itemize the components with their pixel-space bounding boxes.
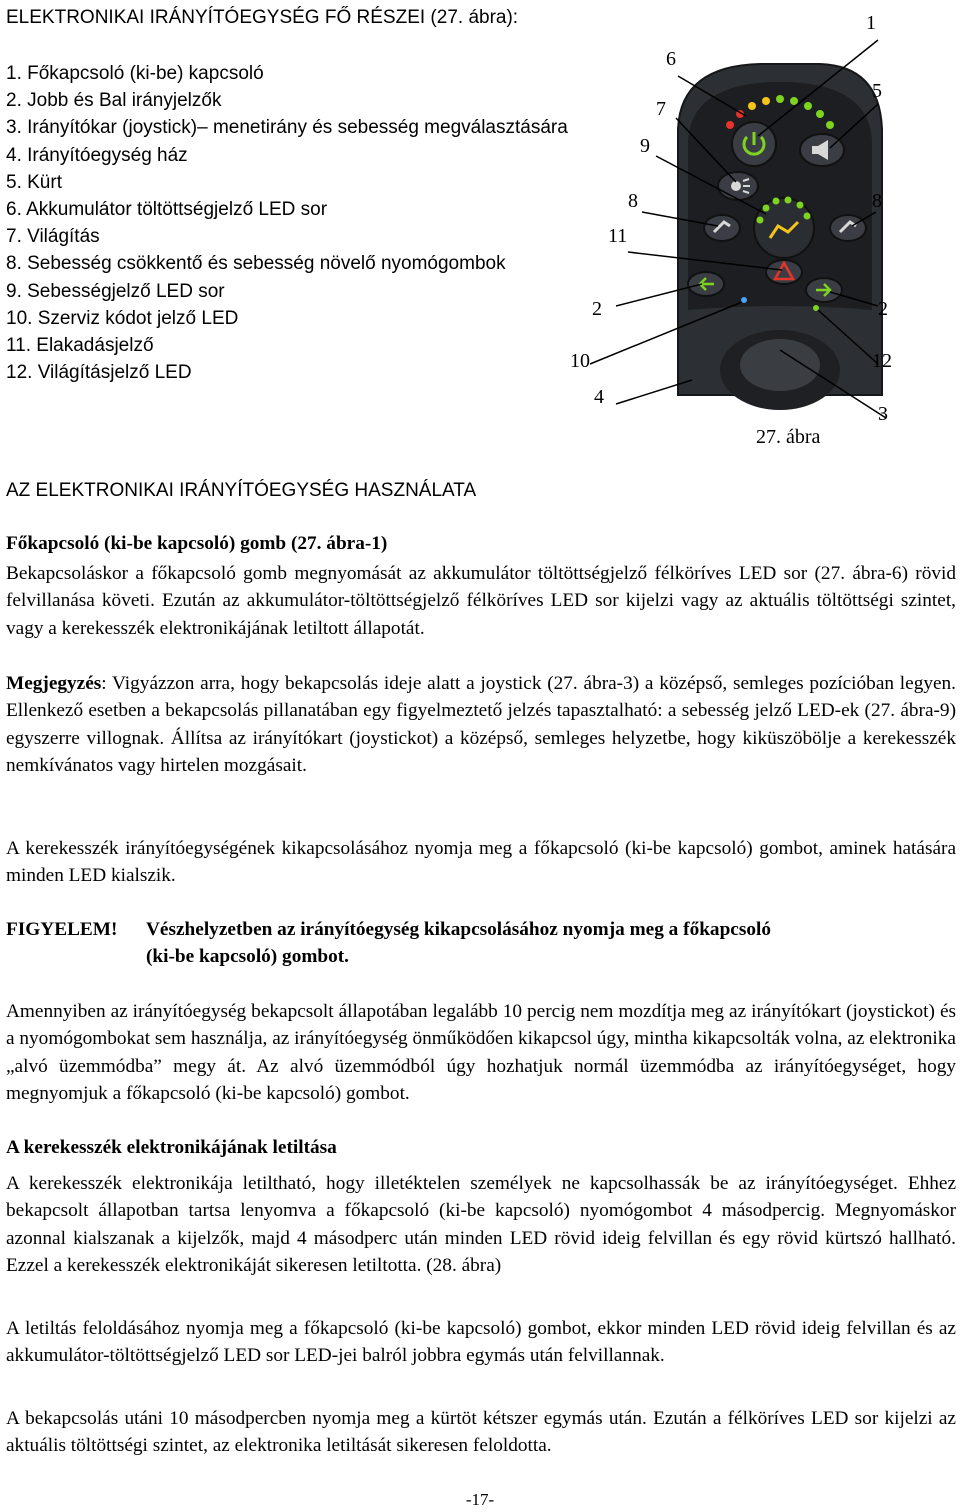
page-number: -17- [465,1490,495,1509]
paragraph-power-off [6,835,956,890]
hazard-button[interactable] [766,260,802,284]
callout-2-right: 2 [878,298,888,320]
parts-list-item: 10. Szerviz kódot jelző LED [6,307,239,329]
paragraph-note [6,670,956,779]
paragraph-text: A kerekesszék elektronikája letiltható, hogy illetéktelen személyek ne kapcsolhassák be az irányítóegységet. Ehhez bekapcsolt állapotban tartsa lenyomva a főkapcsoló (ki-be kapcsoló) nyomógombot 4 másodpercig. Megnyomáskor azonnal kialszanak a kijelzők, majd 4 másodperc után minden LED rövid ideig felvillan és egy rövid kürtszó hallható. Ezzel a kerekesszék elektronikáját sikeresen letiltotta. (28. ábra) [6,1173,956,1276]
parts-list-item: 9. Sebességjelző LED sor [6,280,225,302]
warning-line-2: (ki-be kapcsoló) gombot. [146,946,349,968]
parts-list-item: 5. Kürt [6,171,62,193]
callout-12: 12 [872,350,892,372]
warning-label: FIGYELEM! [6,919,118,940]
parts-list-item: 11. Elakadásjelző [6,335,154,357]
parts-list-item: 4. Irányítóegység ház [6,144,188,166]
parts-list-item: 8. Sebesség csökkentő és sebesség növelő nyomógombok [6,253,506,275]
note-text: : Vigyázzon arra, hogy bekapcsolás ideje alatt a joystick (27. ábra-3) a középső, semleges pozícióban legyen. Ellenkező esetben a bekapcsolás pillanatában egy figyelmeztető jelzés tapasztalható: a sebesség jelző LED-ek (27. ábra-9) egyszerre villognak. Állítsa az irányítókart (joystickot) a középső, semleges helyzetbe, hogy kiküszöbölje a kerekesszék nemkívánatos vagy hirtelen mozgásait. [6,673,956,776]
power-button-heading: Főkapcsoló (ki-be kapcsoló) gomb (27. ábra-1) [6,533,388,554]
parts-list-item: 6. Akkumulátor töltöttségjelző LED sor [6,199,328,221]
callout-8-left: 8 [628,190,638,212]
callout-5: 5 [872,80,882,102]
light-button[interactable] [718,172,758,200]
parts-list-item: 7. Világítás [6,226,100,248]
paragraph-unlock [6,1315,956,1370]
control-unit-figure [560,0,960,460]
speed-up-button[interactable] [830,215,866,241]
lock-heading: A kerekesszék elektronikájának letiltása [6,1137,337,1158]
paragraph-text: Amennyiben az irányítóegység bekapcsolt állapotában legalább 10 percig nem mozdítja meg az irányítókart (joystickot) és a nyomógombokat sem használja, az irányítóegység önműködően kikapcsol úgy, mintha kikapcsolták volna, az elektronika „alvó üzemmódba” megy át. Az alvó üzemmódból úgy hozhatjuk normál üzemmódba az irányítóegységet, hogy megnyomjuk a főkapcsoló (ki-be kapcsoló) gombot. [6,1001,956,1104]
parts-heading: ELEKTRONIKAI IRÁNYÍTÓEGYSÉG FŐ RÉSZEI (27. ábra): [6,7,519,28]
warning-line-1: Vészhelyzetben az irányítóegység kikapcsolásához nyomja meg a főkapcsoló [146,919,771,940]
callout-8-right: 8 [872,190,882,212]
horn-button[interactable] [800,134,844,166]
callout-2-left: 2 [592,298,602,320]
callout-6: 6 [666,48,676,70]
paragraph-text: A bekapcsolás utáni 10 másodpercben nyomja meg a kürtöt kétszer egymás után. Ezután a félköríves LED sor kijelzi az aktuális töltöttségi szintet, az elektronika letiltását sikeresen feloldotta. [6,1408,956,1457]
parts-list [6,60,568,386]
paragraph-text: Bekapcsoláskor a főkapcsoló gomb megnyomását az akkumulátor töltöttségjelző félköríves LED sor (27. ábra-6) rövid felvillanása követi. Ezután az akkumulátor-töltöttségjelző félköríves LED sor kijelzi vagy az aktuális töltöttségi szintet, vagy a kerekesszék elektronikájának letiltott állapotát. [6,563,956,639]
figure-caption: 27. ábra [756,426,821,448]
callout-9: 9 [640,135,650,157]
section-title: AZ ELEKTRONIKAI IRÁNYÍTÓEGYSÉG HASZNÁLATA [6,480,477,501]
paragraph-text: A letiltás feloldásához nyomja meg a főkapcsoló (ki-be kapcsoló) gombot, ekkor minden LED rövid ideig felvillan és az akkumulátor-töltöttségjelző LED sor LED-jei balról jobbra egymás után felvillannak. [6,1318,956,1367]
power-button[interactable] [732,122,776,166]
speed-down-button[interactable] [704,215,740,241]
callout-7: 7 [656,98,666,120]
callout-3: 3 [878,403,888,425]
speed-led-ring [754,197,814,259]
note-paragraph [6,670,956,779]
turn-right-button[interactable] [806,278,842,302]
paragraph-text: A kerekesszék irányítóegységének kikapcsolásához nyomja meg a főkapcsoló (ki-be kapcsoló) gombot, aminek hatására minden LED kialszik. [6,838,956,887]
callout-10: 10 [570,350,590,372]
paragraph-sleep-mode [6,998,956,1107]
callout-1: 1 [866,12,876,34]
paragraph-unlock-finish [6,1405,956,1460]
parts-list-item: 2. Jobb és Bal irányjelzők [6,90,222,112]
parts-list-item: 3. Irányítókar (joystick)– menetirány és sebesség megválasztására [6,117,568,139]
callout-11: 11 [608,225,628,247]
paragraph-lock [6,1170,956,1279]
parts-list-item: 1. Főkapcsoló (ki-be) kapcsoló [6,63,264,84]
paragraph-power-on [6,560,956,642]
turn-left-button[interactable] [688,272,724,296]
warning-block [6,916,956,971]
parts-list-item: 12. Világításjelző LED [6,362,192,384]
callout-4: 4 [594,386,604,408]
note-label: Megjegyzés [6,673,102,694]
